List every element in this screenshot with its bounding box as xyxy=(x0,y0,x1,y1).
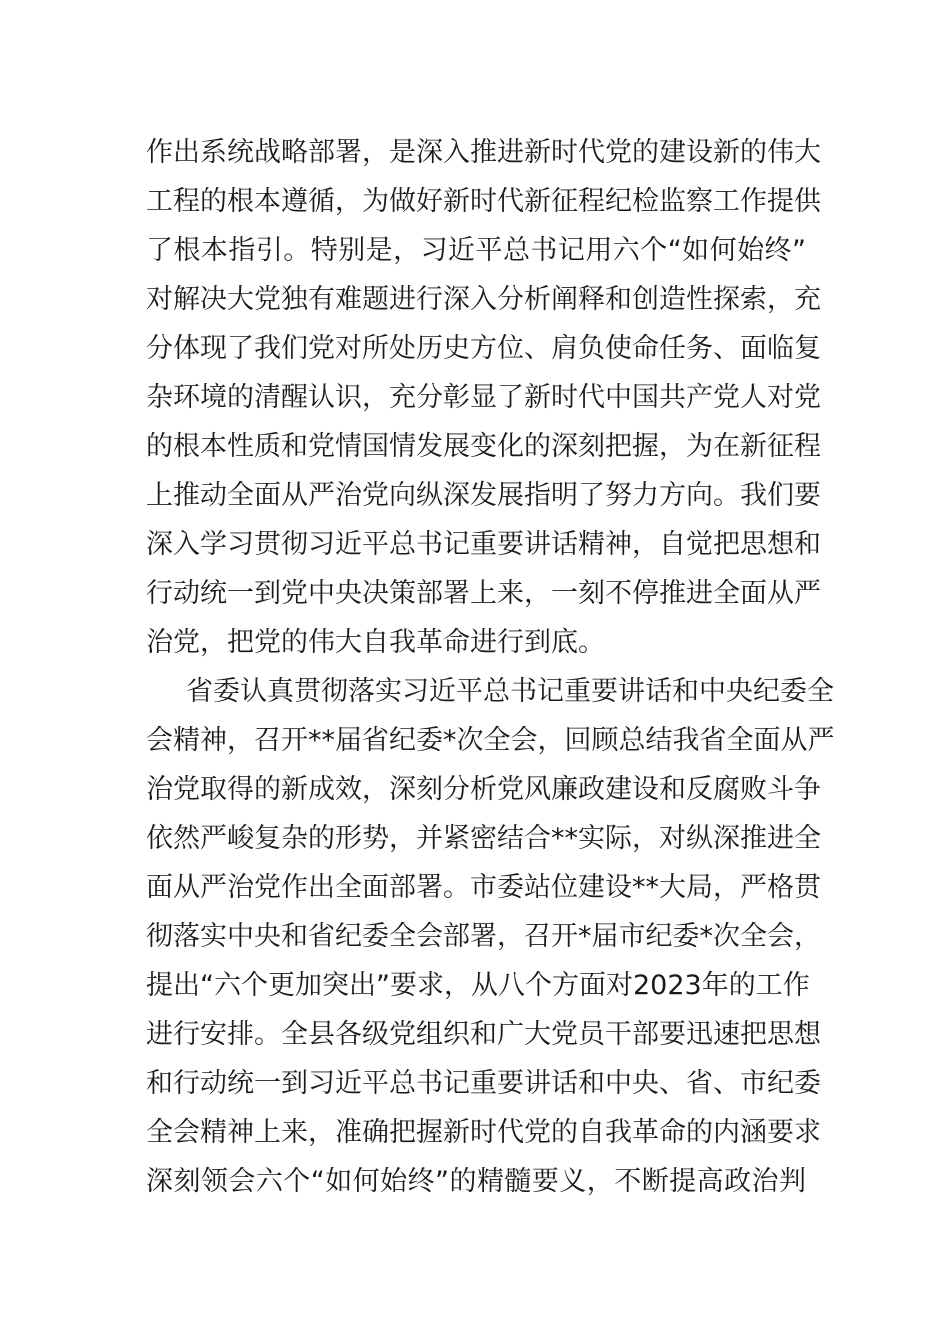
text-line: 对解决大党独有难题进行深入分析阐释和创造性探索，充 xyxy=(146,284,821,315)
paragraph-end-line: 治党，把党的伟大自我革命进行到底。 xyxy=(146,627,605,658)
text-line: 深刻领会六个“如何始终”的精髓要义，不断提高政治判 xyxy=(146,1166,806,1197)
text-line: 彻落实中央和省纪委全会部署，召开*届市纪委*次全会， xyxy=(146,921,821,952)
body-text xyxy=(146,128,835,1206)
text-line: 杂环境的清醒认识，充分彰显了新时代中国共产党人对党 xyxy=(146,382,821,413)
text-line: 作出系统战略部署，是深入推进新时代党的建设新的伟大 xyxy=(146,137,821,168)
text-line: 和行动统一到习近平总书记重要讲话和中央、省、市纪委 xyxy=(146,1068,821,1099)
text-line: 行动统一到党中央决策部署上来，一刻不停推进全面从严 xyxy=(146,578,821,609)
text-line: 全会精神上来，准确把握新时代党的自我革命的内涵要求 xyxy=(146,1117,821,1148)
text-line: 分体现了我们党对所处历史方位、肩负使命任务、面临复 xyxy=(146,333,821,364)
text-line: 治党取得的新成效，深刻分析党风廉政建设和反腐败斗争 xyxy=(146,774,821,805)
text-line: 的根本性质和党情国情发展变化的深刻把握，为在新征程 xyxy=(146,431,821,462)
text-line: 上推动全面从严治党向纵深发展指明了努力方向。我们要 xyxy=(146,480,821,511)
text-line: 深入学习贯彻习近平总书记重要讲话精神，自觉把思想和 xyxy=(146,529,821,560)
text-line: 了根本指引。特别是，习近平总书记用六个“如何始终” xyxy=(146,235,806,266)
text-line: 面从严治党作出全面部署。市委站位建设**大局，严格贯 xyxy=(146,872,821,903)
text-line: 提出“六个更加突出”要求，从八个方面对2023年的工作 xyxy=(146,970,810,1001)
paragraph-start-line: 省委认真贯彻落实习近平总书记重要讲话和中央纪委全 xyxy=(186,676,834,707)
text-line: 进行安排。全县各级党组织和广大党员干部要迅速把思想 xyxy=(146,1019,821,1050)
text-line: 依然严峻复杂的形势，并紧密结合**实际，对纵深推进全 xyxy=(146,823,821,854)
text-line: 会精神，召开**届省纪委*次全会，回顾总结我省全面从严 xyxy=(146,725,835,756)
text-line: 工程的根本遵循，为做好新时代新征程纪检监察工作提供 xyxy=(146,186,821,217)
